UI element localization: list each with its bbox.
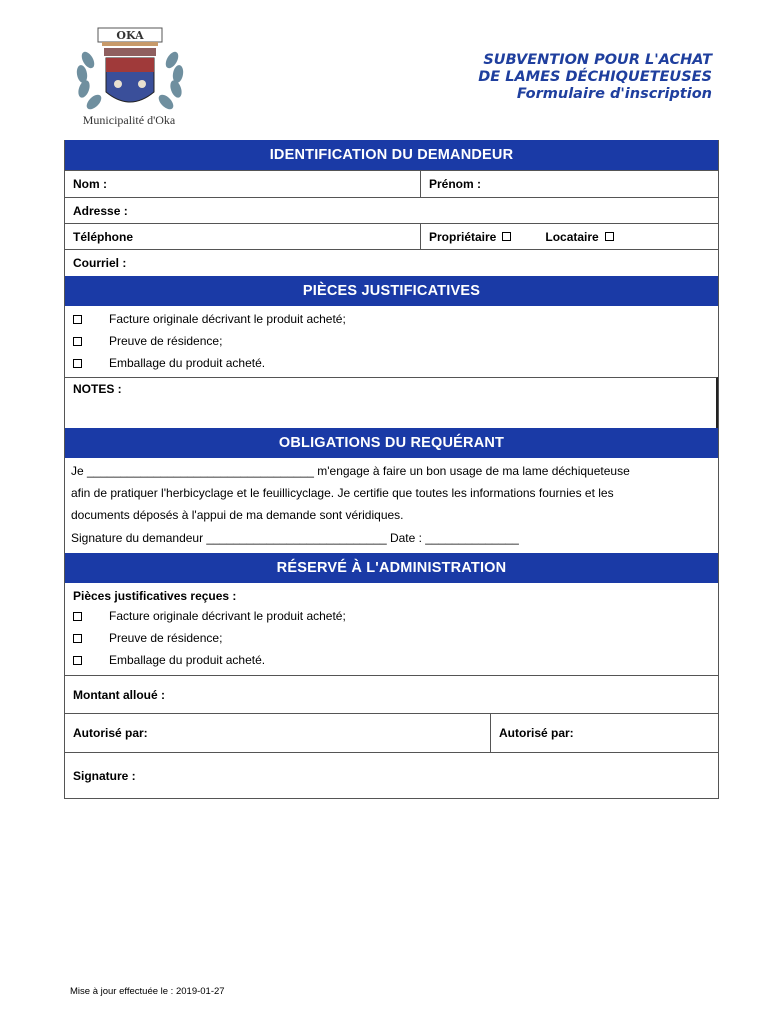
title-line-2: DE LAMES DÉCHIQUETEUSES — [478, 69, 712, 85]
telephone-field[interactable] — [65, 224, 420, 249]
nom-field[interactable] — [65, 171, 420, 197]
prenom-label: Prénom : — [429, 177, 482, 191]
facture-checkbox[interactable] — [73, 315, 82, 324]
signature-date-line[interactable]: Signature du demandeur ___________________________ Date : ______________ — [71, 531, 519, 545]
telephone-label: Téléphone — [73, 229, 134, 244]
admin-emballage-checkbox[interactable] — [73, 656, 82, 665]
admin-item-label: Facture originale décrivant le produit acheté; — [109, 609, 346, 623]
section-obligations-heading: OBLIGATIONS DU REQUÉRANT — [65, 428, 718, 458]
registration-form — [64, 140, 719, 799]
notes-label: NOTES : — [73, 382, 122, 396]
proprietaire-checkbox[interactable] — [502, 232, 511, 241]
admin-residence-checkbox[interactable] — [73, 634, 82, 643]
pieces-item-label: Emballage du produit acheté. — [109, 356, 266, 370]
pieces-item-label: Facture originale décrivant le produit acheté; — [109, 312, 346, 326]
emballage-checkbox[interactable] — [73, 359, 82, 368]
pieces-list — [65, 306, 718, 377]
admin-list — [65, 605, 718, 675]
occupancy-cell — [420, 224, 718, 249]
notes-field[interactable] — [65, 377, 718, 428]
proprietaire-label: Propriétaire — [429, 229, 497, 244]
pieces-item-emballage — [65, 352, 718, 374]
pieces-item-facture — [65, 308, 718, 330]
row-autorise — [65, 714, 718, 753]
admin-item-facture — [65, 605, 718, 627]
locataire-label: Locataire — [545, 229, 599, 244]
obligations-line-3: documents déposés à l'appui de ma demande sont véridiques. — [71, 508, 404, 522]
title-line-3: Formulaire d'inscription — [516, 86, 712, 102]
section-pieces-heading: PIÈCES JUSTIFICATIVES — [65, 276, 718, 306]
courriel-label: Courriel : — [73, 256, 127, 270]
admin-received-label: Pièces justificatives reçues : — [73, 589, 237, 603]
nom-label: Nom : — [73, 177, 107, 191]
admin-item-label: Preuve de résidence; — [109, 631, 223, 645]
adresse-field[interactable] — [65, 198, 718, 223]
row-courriel — [65, 250, 718, 276]
crest-banner-text: OKA — [116, 29, 144, 42]
footer-update-date: Mise à jour effectuée le : 2019-01-27 — [70, 986, 225, 997]
admin-item-emballage — [65, 649, 718, 671]
residence-checkbox[interactable] — [73, 337, 82, 346]
row-telephone — [65, 224, 718, 250]
adresse-label: Adresse : — [73, 203, 128, 218]
document-title — [478, 52, 712, 103]
autorise-label-1: Autorisé par: — [73, 726, 148, 740]
row-adresse — [65, 198, 718, 224]
admin-facture-checkbox[interactable] — [73, 612, 82, 621]
municipality-caption: Municipalité d'Oka — [82, 113, 176, 127]
prenom-field[interactable] — [420, 171, 718, 197]
title-line-1: SUBVENTION POUR L'ACHAT — [483, 52, 712, 68]
pieces-item-residence — [65, 330, 718, 352]
row-nom-prenom — [65, 170, 718, 198]
admin-item-residence — [65, 627, 718, 649]
autorise-label-2: Autorisé par: — [499, 726, 574, 740]
pieces-item-label: Preuve de résidence; — [109, 334, 223, 348]
locataire-checkbox[interactable] — [605, 232, 614, 241]
admin-item-label: Emballage du produit acheté. — [109, 653, 266, 667]
courriel-field[interactable] — [65, 250, 718, 276]
section-identification-heading: IDENTIFICATION DU DEMANDEUR — [65, 140, 718, 170]
autorise-field-2[interactable] — [490, 714, 718, 752]
row-signature — [65, 753, 718, 799]
montant-field[interactable] — [65, 676, 718, 713]
section-admin-heading: RÉSERVÉ À L'ADMINISTRATION — [65, 553, 718, 583]
row-montant — [65, 675, 718, 714]
signature-label: Signature : — [73, 768, 136, 783]
obligations-line-2: afin de pratiquer l'herbicyclage et le feuillicyclage. Je certifie que toutes les informations fournies et les — [71, 486, 614, 500]
montant-label: Montant alloué : — [73, 687, 165, 702]
autorise-field-1[interactable] — [65, 714, 490, 752]
signature-field[interactable] — [65, 753, 718, 798]
obligations-text — [65, 458, 718, 553]
obligations-line-1: Je __________________________________ m'engage à faire un bon usage de ma lame déchiqueteuse — [71, 464, 630, 478]
